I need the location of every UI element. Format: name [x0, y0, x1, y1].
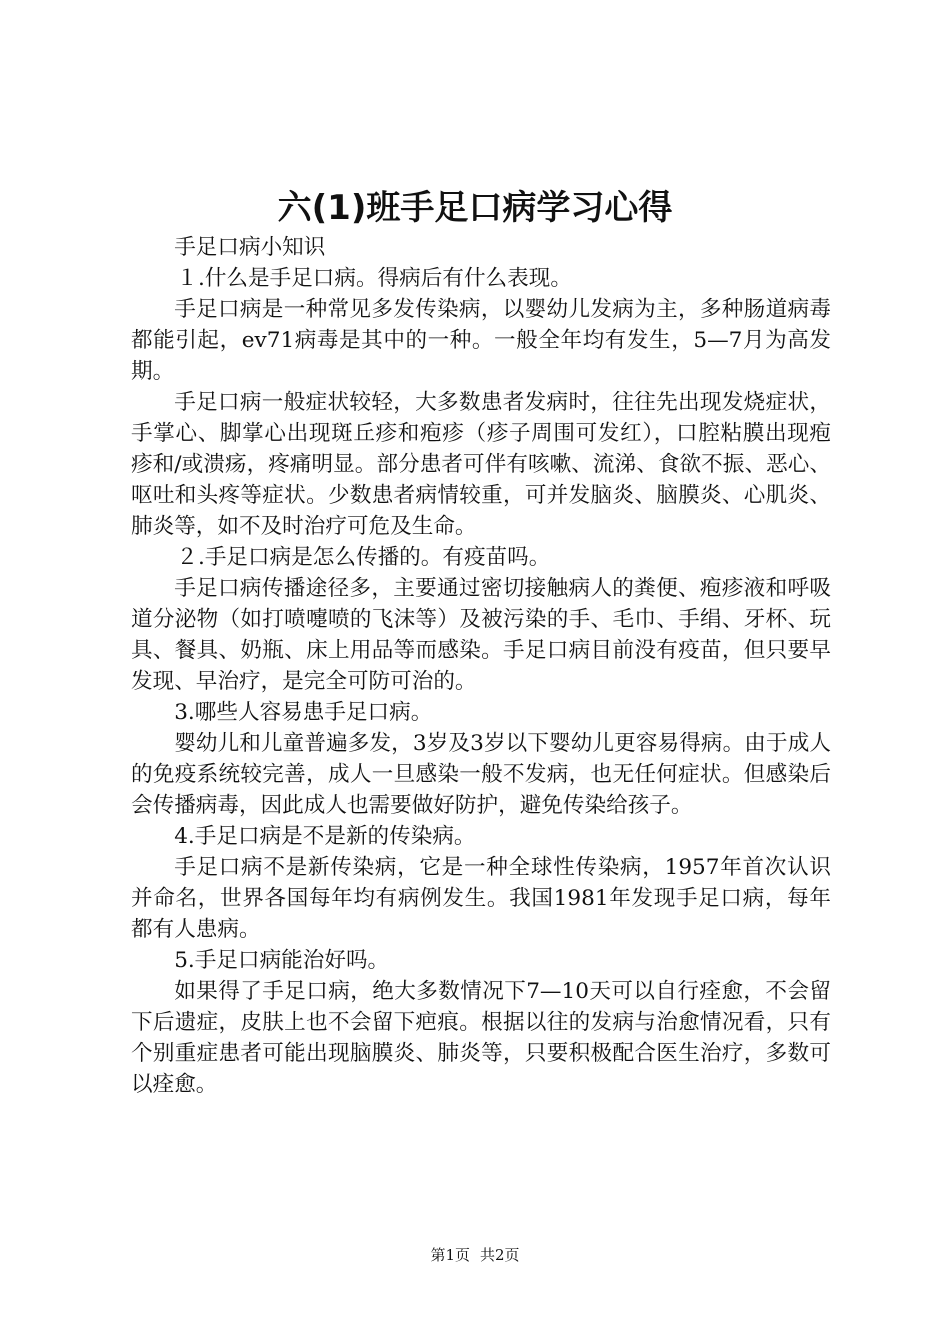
paragraph-answer-1a: 手足口病是一种常见多发传染病，以婴幼儿发病为主，多种肠道病毒都能引起，ev71病毒是其中的一种。一般全年均有发生，5—7月为高发期。 — [131, 297, 831, 384]
paragraph-answer-5: 如果得了手足口病，绝大多数情况下7—10天可以自行痊愈，不会留下后遗症，皮肤上也不会留下疤痕。根据以往的发病与治愈情况看，只有个别重症患者可能出现脑膜炎、肺炎等，只要积极配合医生治疗，多数可以痊愈。 — [131, 979, 831, 1097]
paragraph-question-1: １.什么是手足口病。得病后有什么表现。 — [176, 266, 572, 291]
paragraph-answer-4: 手足口病不是新传染病，它是一种全球性传染病，1957年首次认识并命名，世界各国每年均有病例发生。我国1981年发现手足口病，每年都有人患病。 — [131, 855, 831, 942]
paragraph-answer-1b: 手足口病一般症状较轻，大多数患者发病时，往往先出现发烧症状，手掌心、脚掌心出现斑丘疹和疱疹（疹子周围可发红），口腔粘膜出现疱疹和/或溃疡，疼痛明显。部分患者可伴有咳嗽、流涕、食欲不振、恶心、呕吐和头疼等症状。少数患者病情较重，可并发脑炎、脑膜炎、心肌炎、肺炎等，如不及时治疗可危及生命。 — [131, 390, 831, 539]
paragraph-answer-3: 婴幼儿和儿童普遍多发，3岁及3岁以下婴幼儿更容易得病。由于成人的免疫系统较完善，成人一旦感染一般不发病，也无任何症状。但感染后会传播病毒，因此成人也需要做好防护，避免传染给孩子。 — [131, 731, 831, 818]
paragraph-intro-heading: 手足口病小知识 — [174, 235, 326, 260]
page-number-total: 共2页 — [480, 1246, 520, 1264]
page-footer — [0, 1244, 950, 1266]
paragraph-question-5: 5.手足口病能治好吗。 — [174, 948, 390, 973]
paragraph-question-2: ２.手足口病是怎么传播的。有疫苗吗。 — [176, 545, 551, 570]
paragraph-question-3: 3.哪些人容易患手足口病。 — [174, 700, 433, 725]
paragraph-answer-2: 手足口病传播途径多，主要通过密切接触病人的粪便、疱疹液和呼吸道分泌物（如打喷嚏喷的飞沫等）及被污染的手、毛巾、手绢、牙杯、玩具、餐具、奶瓶、床上用品等而感染。手足口病目前没有疫苗，但只要早发现、早治疗，是完全可防可治的。 — [131, 576, 831, 694]
page-title: 六(1)班手足口病学习心得 — [277, 188, 673, 228]
paragraph-question-4: 4.手足口病是不是新的传染病。 — [174, 824, 476, 849]
document-body — [131, 232, 831, 1100]
page-number-current: 第1页 — [430, 1246, 470, 1264]
